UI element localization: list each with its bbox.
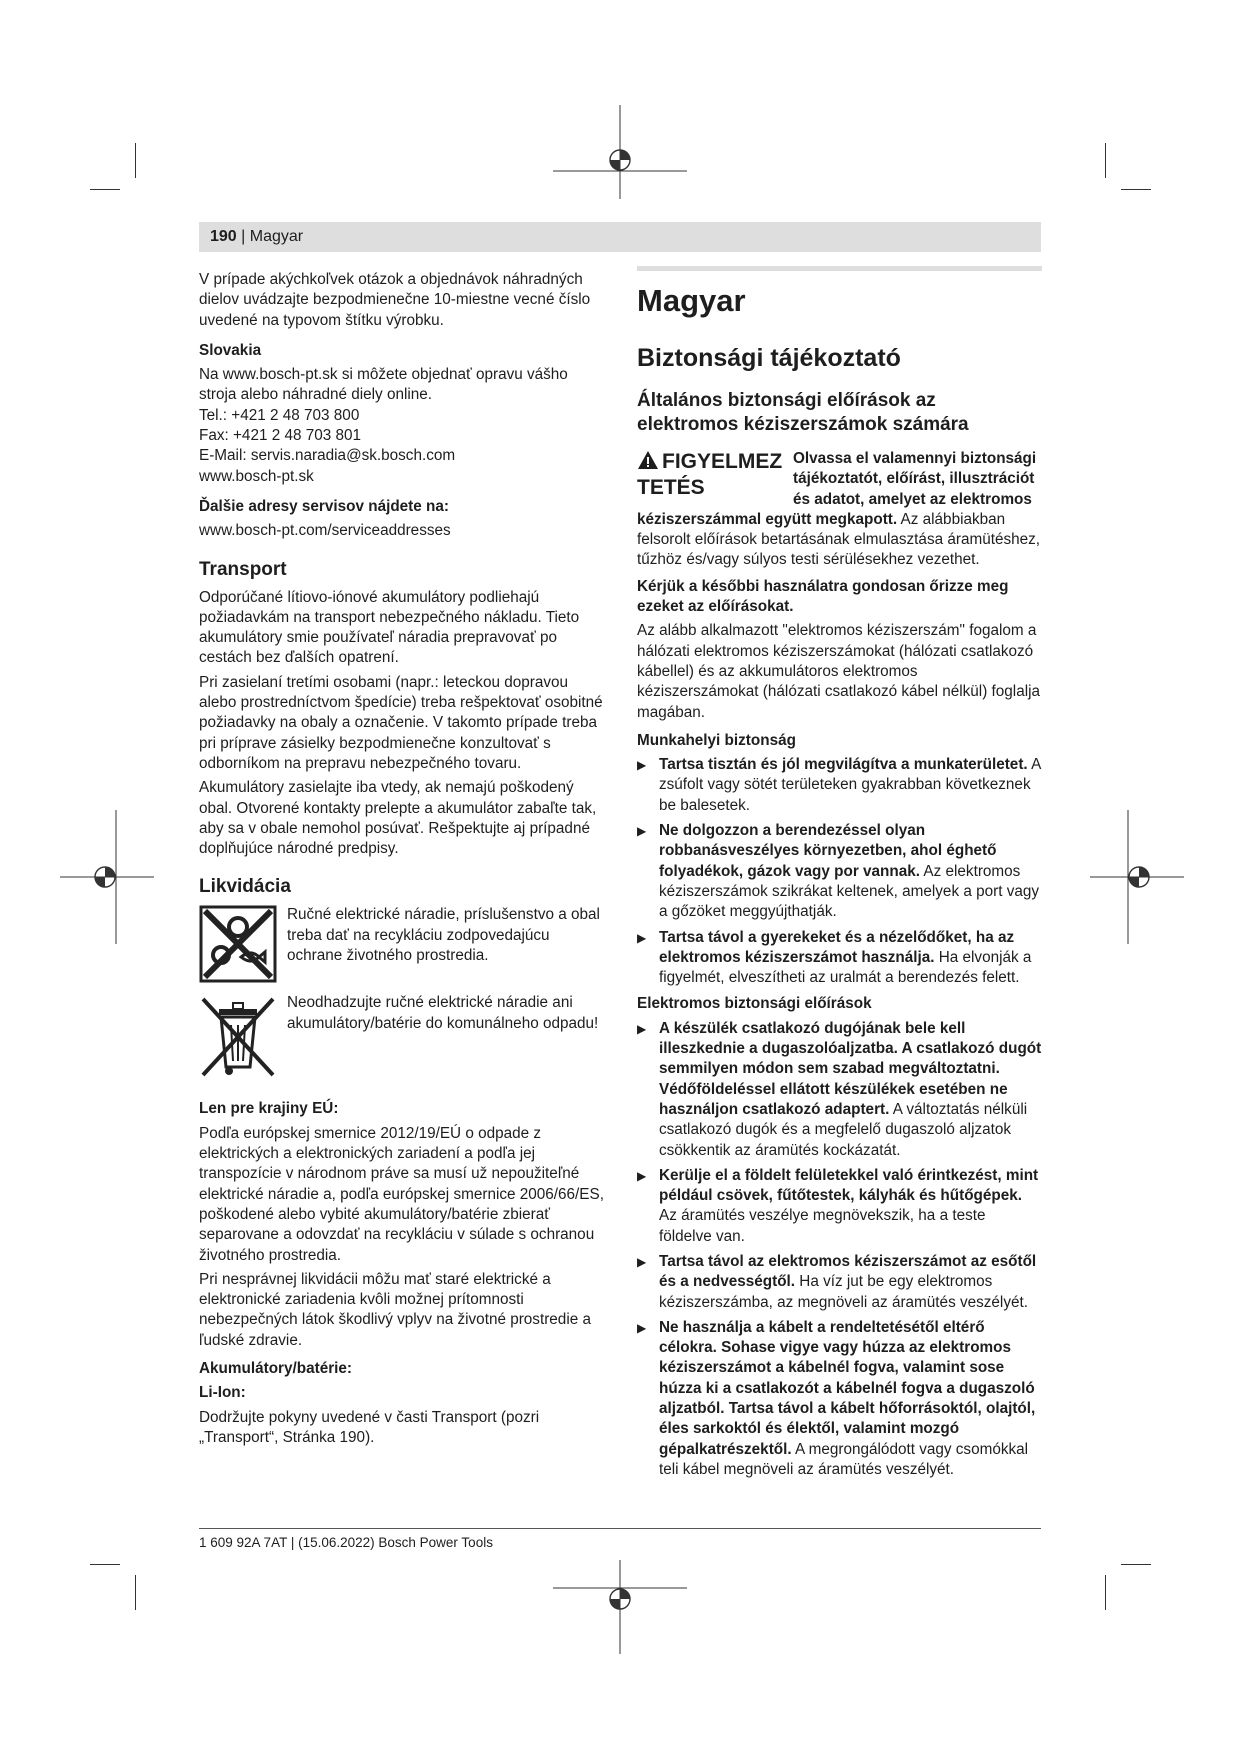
term-definition: Az alább alkalmazott "elektromos kéziszerszám" fogalom a hálózati elektromos kéziszerszámokat (hálózati csatlakozó kábellel) és az akkumulátoros elektromos kéziszerszámokat (hálózati csatlakozó kábel nélkül) foglalja magában. (637, 622, 1041, 721)
slovakia-text: Na www.bosch-pt.sk si môžete objednať opravu vášho stroja alebo náhradné diely online. (199, 366, 568, 404)
website-link[interactable]: www.bosch-pt.sk (199, 467, 314, 485)
page-number: 190 (210, 228, 237, 245)
list-item (637, 1019, 1042, 1161)
title-rule (637, 266, 1042, 271)
list-item (637, 755, 1042, 816)
item-text: A változtatás nélküli csatlakozó dugók és a megfelelő dugaszoló aljzatok csökkentik az áramütés kockázatát. (659, 1100, 1028, 1159)
workplace-heading: Munkahelyi biztonság (637, 731, 796, 749)
item-bold: Tartsa távol az elektromos kéziszerszámot az esőtől és a nedvességtől. (659, 1252, 1037, 1291)
email-address: E-Mail: servis.naradia@sk.bosch.com (199, 447, 456, 465)
crop-mark (135, 143, 136, 178)
list-item (637, 1166, 1042, 1247)
item-bold: Ne dolgozzon a berendezéssel olyan robbanásveszélyes környezetben, ahol éghető folyadékok, gázok vagy por vannak. (659, 822, 997, 880)
disposal-text: Ručné elektrické náradie, príslušenstvo a obal treba dať na recykláciu zodpovedajúcu ochrane životného prostredia. (287, 906, 600, 965)
transport-paragraph: Odporúčané lítiovo-iónové akumulátory podliehajú požiadavkám na transport nebezpečného nákladu. Tieto akumulátory smie používateľ náradia prepravovať po cestách bez ďalších opatrení. (199, 588, 580, 667)
registration-mark (60, 810, 154, 944)
eu-heading: Len pre krajiny EÚ: (199, 1100, 339, 1118)
crop-mark (1121, 189, 1151, 190)
disposal-recycle-row (199, 905, 604, 983)
battery-heading: Akumulátory/batérie: (199, 1359, 353, 1377)
disposal-heading: Likvidácia (199, 876, 291, 898)
footer-rule (199, 1528, 1041, 1529)
item-text: Az áramütés veszélye megnövekszik, ha a teste földelve van. (659, 1207, 986, 1245)
registration-mark (1090, 810, 1184, 944)
transport-paragraph: Pri zasielaní tretími osobami (napr.: leteckou dopravou alebo prostredníctvom špedície) treba rešpektovať osobitné požiadavky na obaly a označenie. V takomto prípade treba pri príprave zásielky bezpodmienečne konzultovať s odborníkom na prepravu nebezpečného tovaru. (199, 673, 603, 772)
item-bold: Tartsa távol a gyerekeket és a nézelődőket, ha az elektromos kéziszerszámot használja. (659, 928, 1015, 966)
disposal-text: Neodhadzujte ručné elektrické náradie ani akumulátory/batérie do komunálneho odpadu! (287, 994, 599, 1032)
item-bold: Tartsa tisztán és jól megvilágítva a munkaterületet. (659, 756, 1028, 774)
disposal-bin-row (199, 993, 604, 1077)
electrical-list (637, 1019, 1042, 1481)
crossed-bin-icon (199, 993, 277, 1077)
item-bold: Kerülje el a földelt felületekkel való érintkezést, mint például csövek, fűtőtestek, kályhák és hűtőgépek. (659, 1166, 1039, 1205)
crop-mark (135, 1575, 136, 1610)
phone-number: Tel.: +421 2 48 703 800 (199, 406, 360, 424)
right-column (637, 266, 1042, 1485)
crop-mark (90, 189, 120, 190)
fax-number: Fax: +421 2 48 703 801 (199, 427, 362, 445)
recycling-icon (199, 905, 277, 983)
header-band (199, 222, 1041, 252)
addresses-heading: Ďalšie adresy servisov nájdete na: (199, 497, 449, 515)
page-footer: 1 609 92A 7AT | (15.06.2022) Bosch Power Tools (199, 1535, 493, 1550)
item-bold: A készülék csatlakozó dugójának bele kell illeszkednie a dugaszolóaljzatba. A csatlakozó dugót semmilyen módon sem szabad megváltoztatni. Védőföldeléssel ellátott készülékek esetében ne használjon csatlakozó adaptert. (659, 1019, 1042, 1118)
left-column (199, 270, 604, 1452)
eu-paragraph: Pri nesprávnej likvidácii môžu mať staré elektrické a elektronické zariadenia kvôli možnej prítomnosti nebezpečných látok škodlivý vplyv na životné prostredie a ľudské zdravie. (199, 1270, 591, 1349)
item-text: Ha elvonják a figyelmét, elveszítheti az uralmát a berendezés felett. (659, 948, 1032, 987)
list-item (637, 1318, 1042, 1480)
crop-mark (1105, 143, 1106, 178)
warning-label (637, 449, 785, 501)
section-title: Biztonsági tájékoztató (637, 344, 901, 372)
page-header: 190 | Magyar (210, 228, 304, 245)
item-text: A megrongálódott vagy csomókkal teli kábel megnöveli az áramütés veszélyét. (659, 1440, 1029, 1478)
item-text: A zsúfolt vagy sötét területeken gyakrabban következnek be balesetek. (659, 756, 1041, 814)
crop-mark (90, 1564, 120, 1565)
liion-heading: Li-Ion: (199, 1384, 246, 1402)
eu-paragraph: Podľa európskej smernice 2012/19/EÚ o odpade z elektrických a elektronických zariadení a podľa jej transpozície v národnom práve sa musí už nepoužiteľné elektrické náradie a, podľa európskej smernice 2006/66/ES, poškodené alebo vybité akumulátory/batérie zbierať separovane a odovzdať na recykláciu v súlade s ochranou životného prostredia. (199, 1124, 604, 1264)
registration-mark (553, 1560, 687, 1654)
slovakia-heading: Slovakia (199, 341, 262, 359)
warning-triangle-icon (637, 450, 659, 470)
warning-block (637, 449, 1042, 577)
crop-mark (1121, 1564, 1151, 1565)
item-text: Ha víz jut be egy elektromos kéziszerszámba, az megnöveli az áramütés veszélyét. (659, 1273, 1028, 1311)
addresses-link[interactable]: www.bosch-pt.com/serviceaddresses (199, 522, 451, 540)
list-item (637, 928, 1042, 989)
intro-text: V prípade akýchkoľvek otázok a objednávok náhradných dielov uvádzajte bezpodmienečne 10-miestne vecné číslo uvedené na typovom štítku výrobku. (199, 271, 591, 329)
registration-mark (553, 105, 687, 199)
item-text: Az elektromos kéziszerszámok szikrákat keltenek, amelyek a port vagy a gőzöket meggyújthatják. (659, 862, 1040, 921)
warning-label-text: FIGYELMEZTETÉS (637, 450, 783, 499)
warning-body-text: Az alábbiakban felsorolt előírások betartásának elmulasztása áramütéshez, tűzhöz és/vagy súlyos testi sérülésekhez vezethet. (637, 510, 1041, 569)
keep-note: Kérjük a későbbi használatra gondosan őrizze meg ezeket az előírásokat. (637, 577, 1009, 616)
subsection-title: Általános biztonsági előírások az elektromos kéziszerszámok számára (637, 390, 969, 435)
workplace-list (637, 755, 1042, 988)
list-item (637, 1252, 1042, 1313)
liion-text: Dodržujte pokyny uvedené v časti Transport (pozri „Transport“, Stránka 190). (199, 1408, 540, 1446)
electrical-heading: Elektromos biztonsági előírások (637, 995, 872, 1013)
list-item (637, 821, 1042, 922)
item-bold: Ne használja a kábelt a rendeltetésétől eltérő célokra. Sohase vigye vagy húzza az elektromos kéziszerszámot a kábelnél fogva, valamint sose húzza ki a csatlakozót a kábelnél fogva a dugaszoló aljzatból. Tartsa távol a kábelt hőforrásoktól, olajtól, éles sarkoktól és élektől, valamint mozgó gépalkatrészektől. (659, 1318, 1036, 1458)
header-section: Magyar (249, 228, 304, 245)
page-title: Magyar (637, 283, 746, 318)
transport-heading: Transport (199, 558, 287, 580)
transport-paragraph: Akumulátory zasielajte iba vtedy, ak nemajú poškodený obal. Otvorené kontakty prelepte a akumulátor zabaľte tak, aby sa v obale nemohol posúvať. Rešpektujte aj prípadné doplňujúce národné predpisy. (199, 779, 597, 858)
crop-mark (1105, 1575, 1106, 1610)
warning-bold-text: Olvassa el valamennyi biztonsági tájékoztatót, előírást, illusztrációt és adatot, amelyet az elektromos kéziszerszámmal együtt megkapott. (637, 450, 1037, 528)
